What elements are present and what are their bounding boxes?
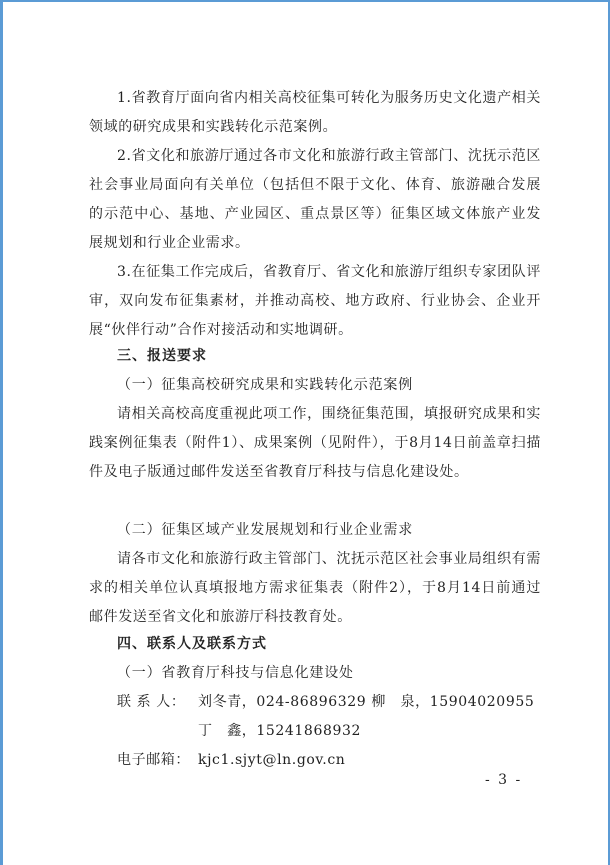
paragraph-regional-needs: 请各市文化和旅游行政主管部门、沈抚示范区社会事业局组织有需求的相关单位认真填报地方需求征集表（附件2），于8月14日前通过邮件发送至省文化和旅游厅科技教育处。 bbox=[89, 551, 541, 625]
subheading-contact-office: （一）省教育厅科技与信息化建设处 bbox=[117, 665, 354, 681]
paragraph-item-1: 1.省教育厅面向省内相关高校征集可转化为服务历史文化遗产相关领域的研究成果和实践转化示范案例。 bbox=[89, 90, 541, 135]
subheading-university-results: （一）征集高校研究成果和实践转化示范案例 bbox=[117, 377, 413, 393]
paragraph-item-2: 2.省文化和旅游厅通过各市文化和旅游行政主管部门、沈抚示范区社会事业局面向有关单位（包括但不限于文化、体育、旅游融合发展的示范中心、基地、产业园区、重点景区等）征集区域文体旅产业发展规划和行业企业需求。 bbox=[89, 148, 541, 251]
paragraph-university-results: 请相关高校高度重视此项工作，围绕征集范围，填报研究成果和实践案例征集表（附件1）、成果案例（见附件），于8月14日前盖章扫描件及电子版通过邮件发送至省教育厅科技与信息化建设处。 bbox=[89, 406, 541, 480]
page-number: - 3 - bbox=[485, 772, 523, 788]
contact-line-1: 刘冬青，024-86896329 柳 泉，15904020955 bbox=[198, 694, 535, 710]
email-label: 电子邮箱： bbox=[117, 752, 190, 768]
subheading-regional-needs: （二）征集区域产业发展规划和行业企业需求 bbox=[117, 522, 413, 538]
email-address: kjc1.sjyt@ln.gov.cn bbox=[198, 752, 346, 768]
section-heading-contacts: 四、联系人及联系方式 bbox=[117, 636, 267, 652]
contact-line-2: 丁 鑫，15241868932 bbox=[198, 723, 361, 739]
contact-label: 联 系 人： bbox=[117, 694, 186, 710]
paragraph-item-3: 3.在征集工作完成后，省教育厅、省文化和旅游厅组织专家团队评审，双向发布征集素材，并推动高校、地方政府、行业协会、企业开展“伙伴行动”合作对接活动和实地调研。 bbox=[89, 264, 541, 338]
section-heading-submission-requirements: 三、报送要求 bbox=[117, 348, 207, 364]
